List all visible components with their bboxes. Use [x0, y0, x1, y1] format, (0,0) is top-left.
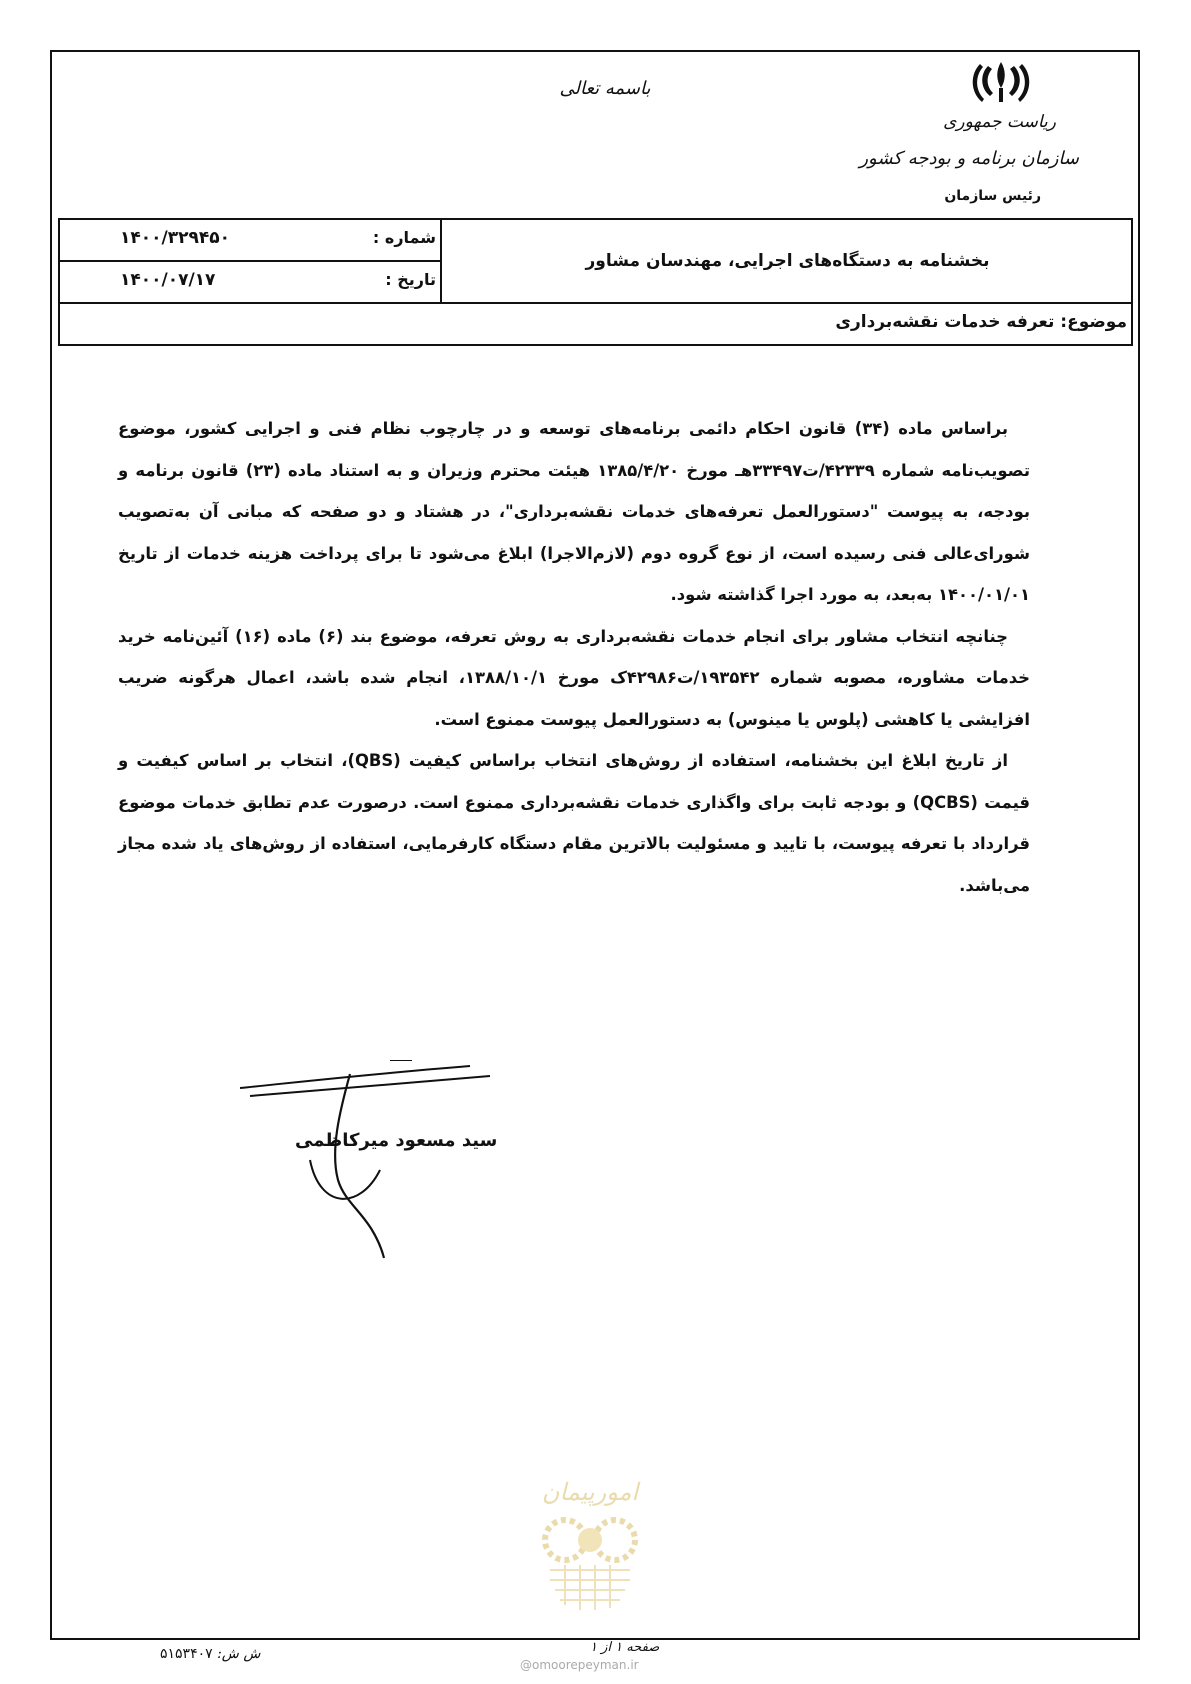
iran-emblem-icon — [968, 58, 1034, 104]
org-head: رئیس سازمان — [944, 188, 1041, 204]
date-label: تاریخ : — [385, 270, 436, 289]
page-indicator: صفحه ۱ از ۱ — [590, 1640, 660, 1655]
document-code — [160, 1646, 260, 1662]
signer-name: سید مسعود میرکاظمی — [295, 1130, 498, 1151]
document-code-value: ۵۱۵۳۴۰۷ — [160, 1646, 213, 1662]
watermark-logo — [505, 1440, 675, 1620]
watermark-text: امورپیمان — [541, 1478, 639, 1506]
signature-scribble — [240, 1060, 530, 1260]
header-table — [58, 218, 1133, 346]
document-code-label: ش ش: — [217, 1646, 261, 1662]
table-divider — [440, 220, 442, 302]
table-divider — [60, 260, 440, 262]
number-label: شماره : — [372, 228, 436, 247]
number-value: ۱۴۰۰/۳۲۹۴۵۰ — [120, 228, 230, 248]
body-paragraph: براساس ماده (۳۴) قانون احکام دائمی برنامه‌های توسعه و در چارچوب نظام فنی و اجرایی کشور، موضوع تصویب‌نامه شماره ۴۲۳۳۹/ت۳۳۴۹۷هـ مورخ ۱۳۸۵/۴/۲۰ هیئت محترم وزیران و به استناد ماده (۲۳) قانون برنامه و بودجه، به پیوست "دستورالعمل تعرفه‌های خدمات نقشه‌برداری"، در هشتاد و دو صفحه که مبانی آن به‌تصویب شورای‌عالی فنی رسیده است، از نوع گروه دوم (لازم‌الاجرا) ابلاغ می‌شود تا برای پرداخت هزینه خدمات از تاریخ ۱۴۰۰/۰۱/۰۱ به‌بعد، به مورد اجرا گذاشته شود. — [118, 419, 1030, 604]
org-name: سازمان برنامه و بودجه کشور — [859, 148, 1079, 169]
subject: موضوع: تعرفه خدمات نقشه‌برداری — [835, 312, 1127, 332]
org-presidency: ریاست جمهوری — [943, 112, 1056, 132]
recipient: بخشنامه به دستگاه‌های اجرایی، مهندسان مشاور — [585, 251, 990, 271]
body-paragraph: چنانچه انتخاب مشاور برای انجام خدمات نقشه‌برداری به روش تعرفه، موضوع بند (۶) ماده (۱۶) آئین‌نامه خرید خدمات مشاوره، مصوبه شماره ۱۹۳۵۴۲/ت۴۲۹۸۶ک مورخ ۱۳۸۸/۱۰/۱، انجام شده باشد، اعمال هرگونه ضریب افزایشی یا کاهشی (پلوس یا مینوس) به دستورالعمل پیوست ممنوع است. — [118, 626, 1030, 729]
basmala: باسمه تعالی — [559, 78, 651, 99]
body-paragraph: از تاریخ ابلاغ این بخشنامه، استفاده از روش‌های انتخاب براساس کیفیت (QBS)، انتخاب بر اساس کیفیت و قیمت (QCBS) و بودجه ثابت برای واگذاری خدمات نقشه‌برداری ممنوع است. درصورت عدم تطابق خدمات موضوع قرارداد با تعرفه پیوست، با تایید و مسئولیت بالاترین مقام دستگاه کارفرمایی، استفاده از روش‌های یاد شده مجاز می‌باشد. — [118, 751, 1031, 895]
watermark-site: @omoorepeyman.ir — [520, 1658, 639, 1672]
table-divider — [60, 302, 1131, 304]
date-value: ۱۴۰۰/۰۷/۱۷ — [120, 270, 216, 290]
letter-body — [118, 408, 1030, 906]
